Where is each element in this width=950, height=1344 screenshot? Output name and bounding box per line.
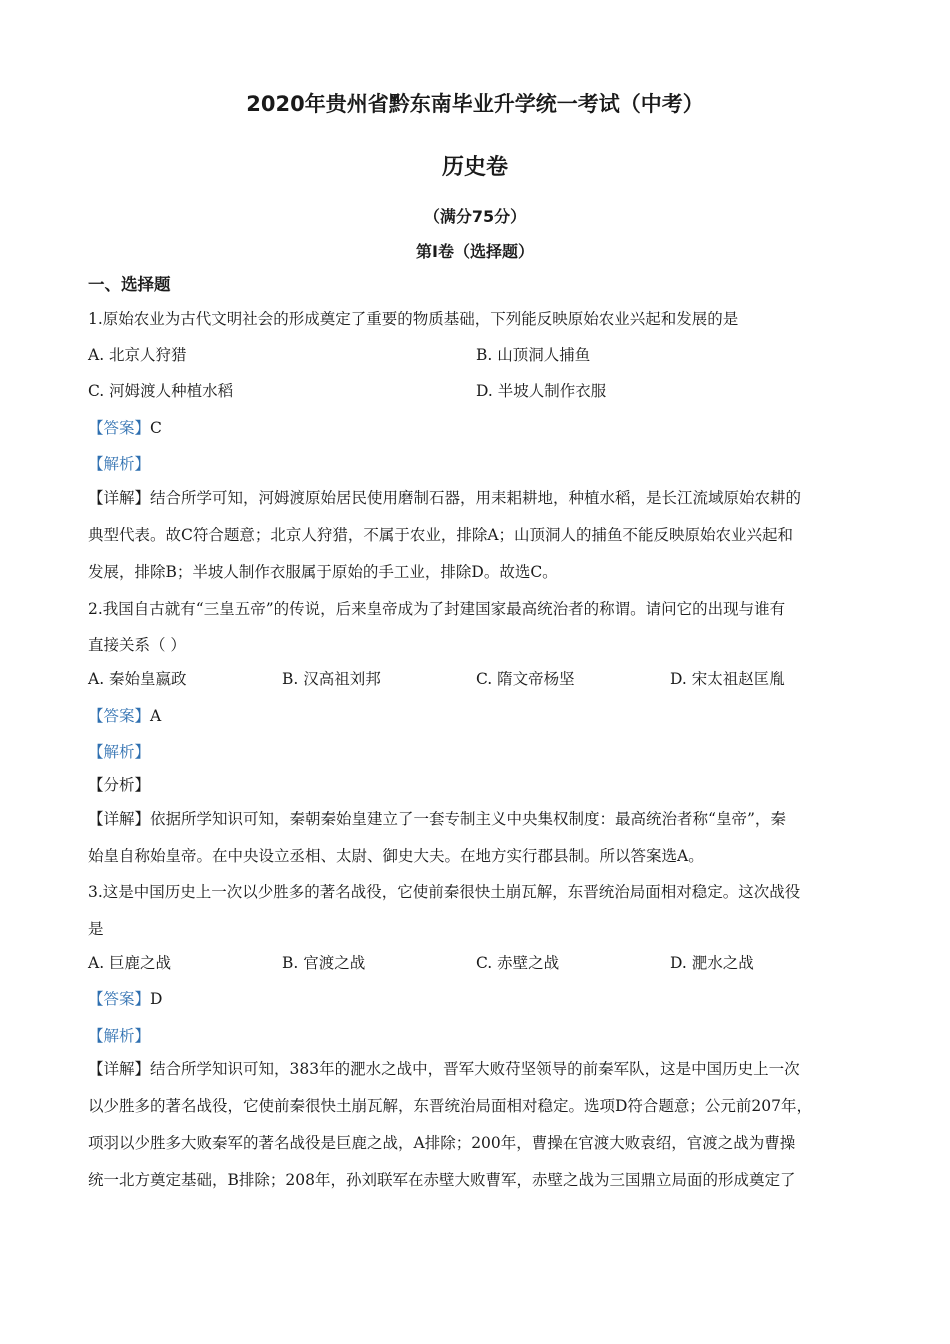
q3-option-b: B. 官渡之战 xyxy=(282,954,366,972)
detail-text: 结合所学可知，河姆渡原始居民使用磨制石器，用耒耜耕地，种植水稻，是长江流域原始农耕的 xyxy=(150,489,802,507)
q3-detail-line-3: 项羽以少胜多大败秦军的著名战役是巨鹿之战，A排除；200年，曹操在官渡大败袁绍，官渡之战为曹操 xyxy=(88,1134,796,1152)
q3-detail-line-4: 统一北方奠定基础，B排除；208年，孙刘联军在赤壁大败曹军，赤壁之战为三国鼎立局面的形成奠定了 xyxy=(88,1171,796,1189)
q3-option-c: C. 赤壁之战 xyxy=(476,954,560,972)
q2-option-a: A. 秦始皇嬴政 xyxy=(88,670,187,688)
detail-text: 依据所学知识可知，秦朝秦始皇建立了一套专制主义中央集权制度：最高统治者称“皇帝”，秦 xyxy=(150,810,786,828)
q2-stem-line-2: 直接关系（ ） xyxy=(88,636,186,654)
q1-option-c: C. 河姆渡人种植水稻 xyxy=(88,382,234,400)
answer-value: C xyxy=(150,419,162,437)
exam-title: 2020年贵州省黔东南毕业升学统一考试（中考） xyxy=(246,92,704,116)
detail-label: 【详解】 xyxy=(88,1060,151,1078)
answer-value: D xyxy=(150,990,163,1008)
q1-detail-line-1 xyxy=(88,487,878,509)
exam-subject: 历史卷 xyxy=(441,155,508,180)
section-title: 一、选择题 xyxy=(88,275,171,294)
detail-text: 结合所学知识可知，383年的淝水之战中，晋军大败苻坚领导的前秦军队，这是中国历史上一次 xyxy=(150,1060,800,1078)
exam-score: （满分75分） xyxy=(423,207,527,226)
q1-analysis-label: 【解析】 xyxy=(88,455,151,473)
q3-stem-line-1: 3.这是中国历史上一次以少胜多的著名战役，它使前秦很快土崩瓦解，东晋统治局面相对稳定。这次战役 xyxy=(88,883,801,901)
q1-detail-line-3: 发展，排除B；半坡人制作衣服属于原始的手工业，排除D。故选C。 xyxy=(88,563,558,581)
q2-option-b: B. 汉高祖刘邦 xyxy=(282,670,381,688)
q2-fenxi-label: 【分析】 xyxy=(88,776,151,794)
q1-stem: 1.原始农业为古代文明社会的形成奠定了重要的物质基础，下列能反映原始农业兴起和发展的是 xyxy=(88,310,739,328)
q3-analysis-label: 【解析】 xyxy=(88,1027,151,1045)
detail-label: 【详解】 xyxy=(88,489,151,507)
q3-detail-line-1 xyxy=(88,1058,878,1080)
q2-option-c: C. 隋文帝杨坚 xyxy=(476,670,575,688)
q1-answer xyxy=(88,417,878,439)
q1-option-d: D. 半坡人制作衣服 xyxy=(476,382,607,400)
q1-option-b: B. 山顶洞人捕鱼 xyxy=(476,346,591,364)
answer-label: 【答案】 xyxy=(88,707,151,725)
q3-option-d: D. 淝水之战 xyxy=(670,954,754,972)
q1-detail-line-2: 典型代表。故C符合题意；北京人狩猎，不属于农业，排除A；山顶洞人的捕鱼不能反映原始农业兴起和 xyxy=(88,526,794,544)
exam-volume: 第Ⅰ卷（选择题） xyxy=(416,242,534,261)
q2-detail-line-1 xyxy=(88,808,878,830)
detail-label: 【详解】 xyxy=(88,810,151,828)
q2-answer xyxy=(88,705,878,727)
answer-value: A xyxy=(150,707,162,725)
q2-stem-line-1: 2.我国自古就有“三皇五帝”的传说，后来皇帝成为了封建国家最高统治者的称谓。请问它的出现与谁有 xyxy=(88,600,786,618)
answer-label: 【答案】 xyxy=(88,990,151,1008)
q2-analysis-label: 【解析】 xyxy=(88,743,151,761)
q2-detail-line-2: 始皇自称始皇帝。在中央设立丞相、太尉、御史大夫。在地方实行郡县制。所以答案选A。 xyxy=(88,847,704,865)
answer-label: 【答案】 xyxy=(88,419,151,437)
q3-stem-line-2: 是 xyxy=(88,920,104,938)
q2-option-d: D. 宋太祖赵匡胤 xyxy=(670,670,785,688)
q3-option-a: A. 巨鹿之战 xyxy=(88,954,172,972)
q3-detail-line-2: 以少胜多的著名战役，它使前秦很快土崩瓦解，东晋统治局面相对稳定。选项D符合题意；公元前207年， xyxy=(88,1097,813,1115)
q1-option-a: A. 北京人狩猎 xyxy=(88,346,187,364)
q3-answer xyxy=(88,988,878,1010)
